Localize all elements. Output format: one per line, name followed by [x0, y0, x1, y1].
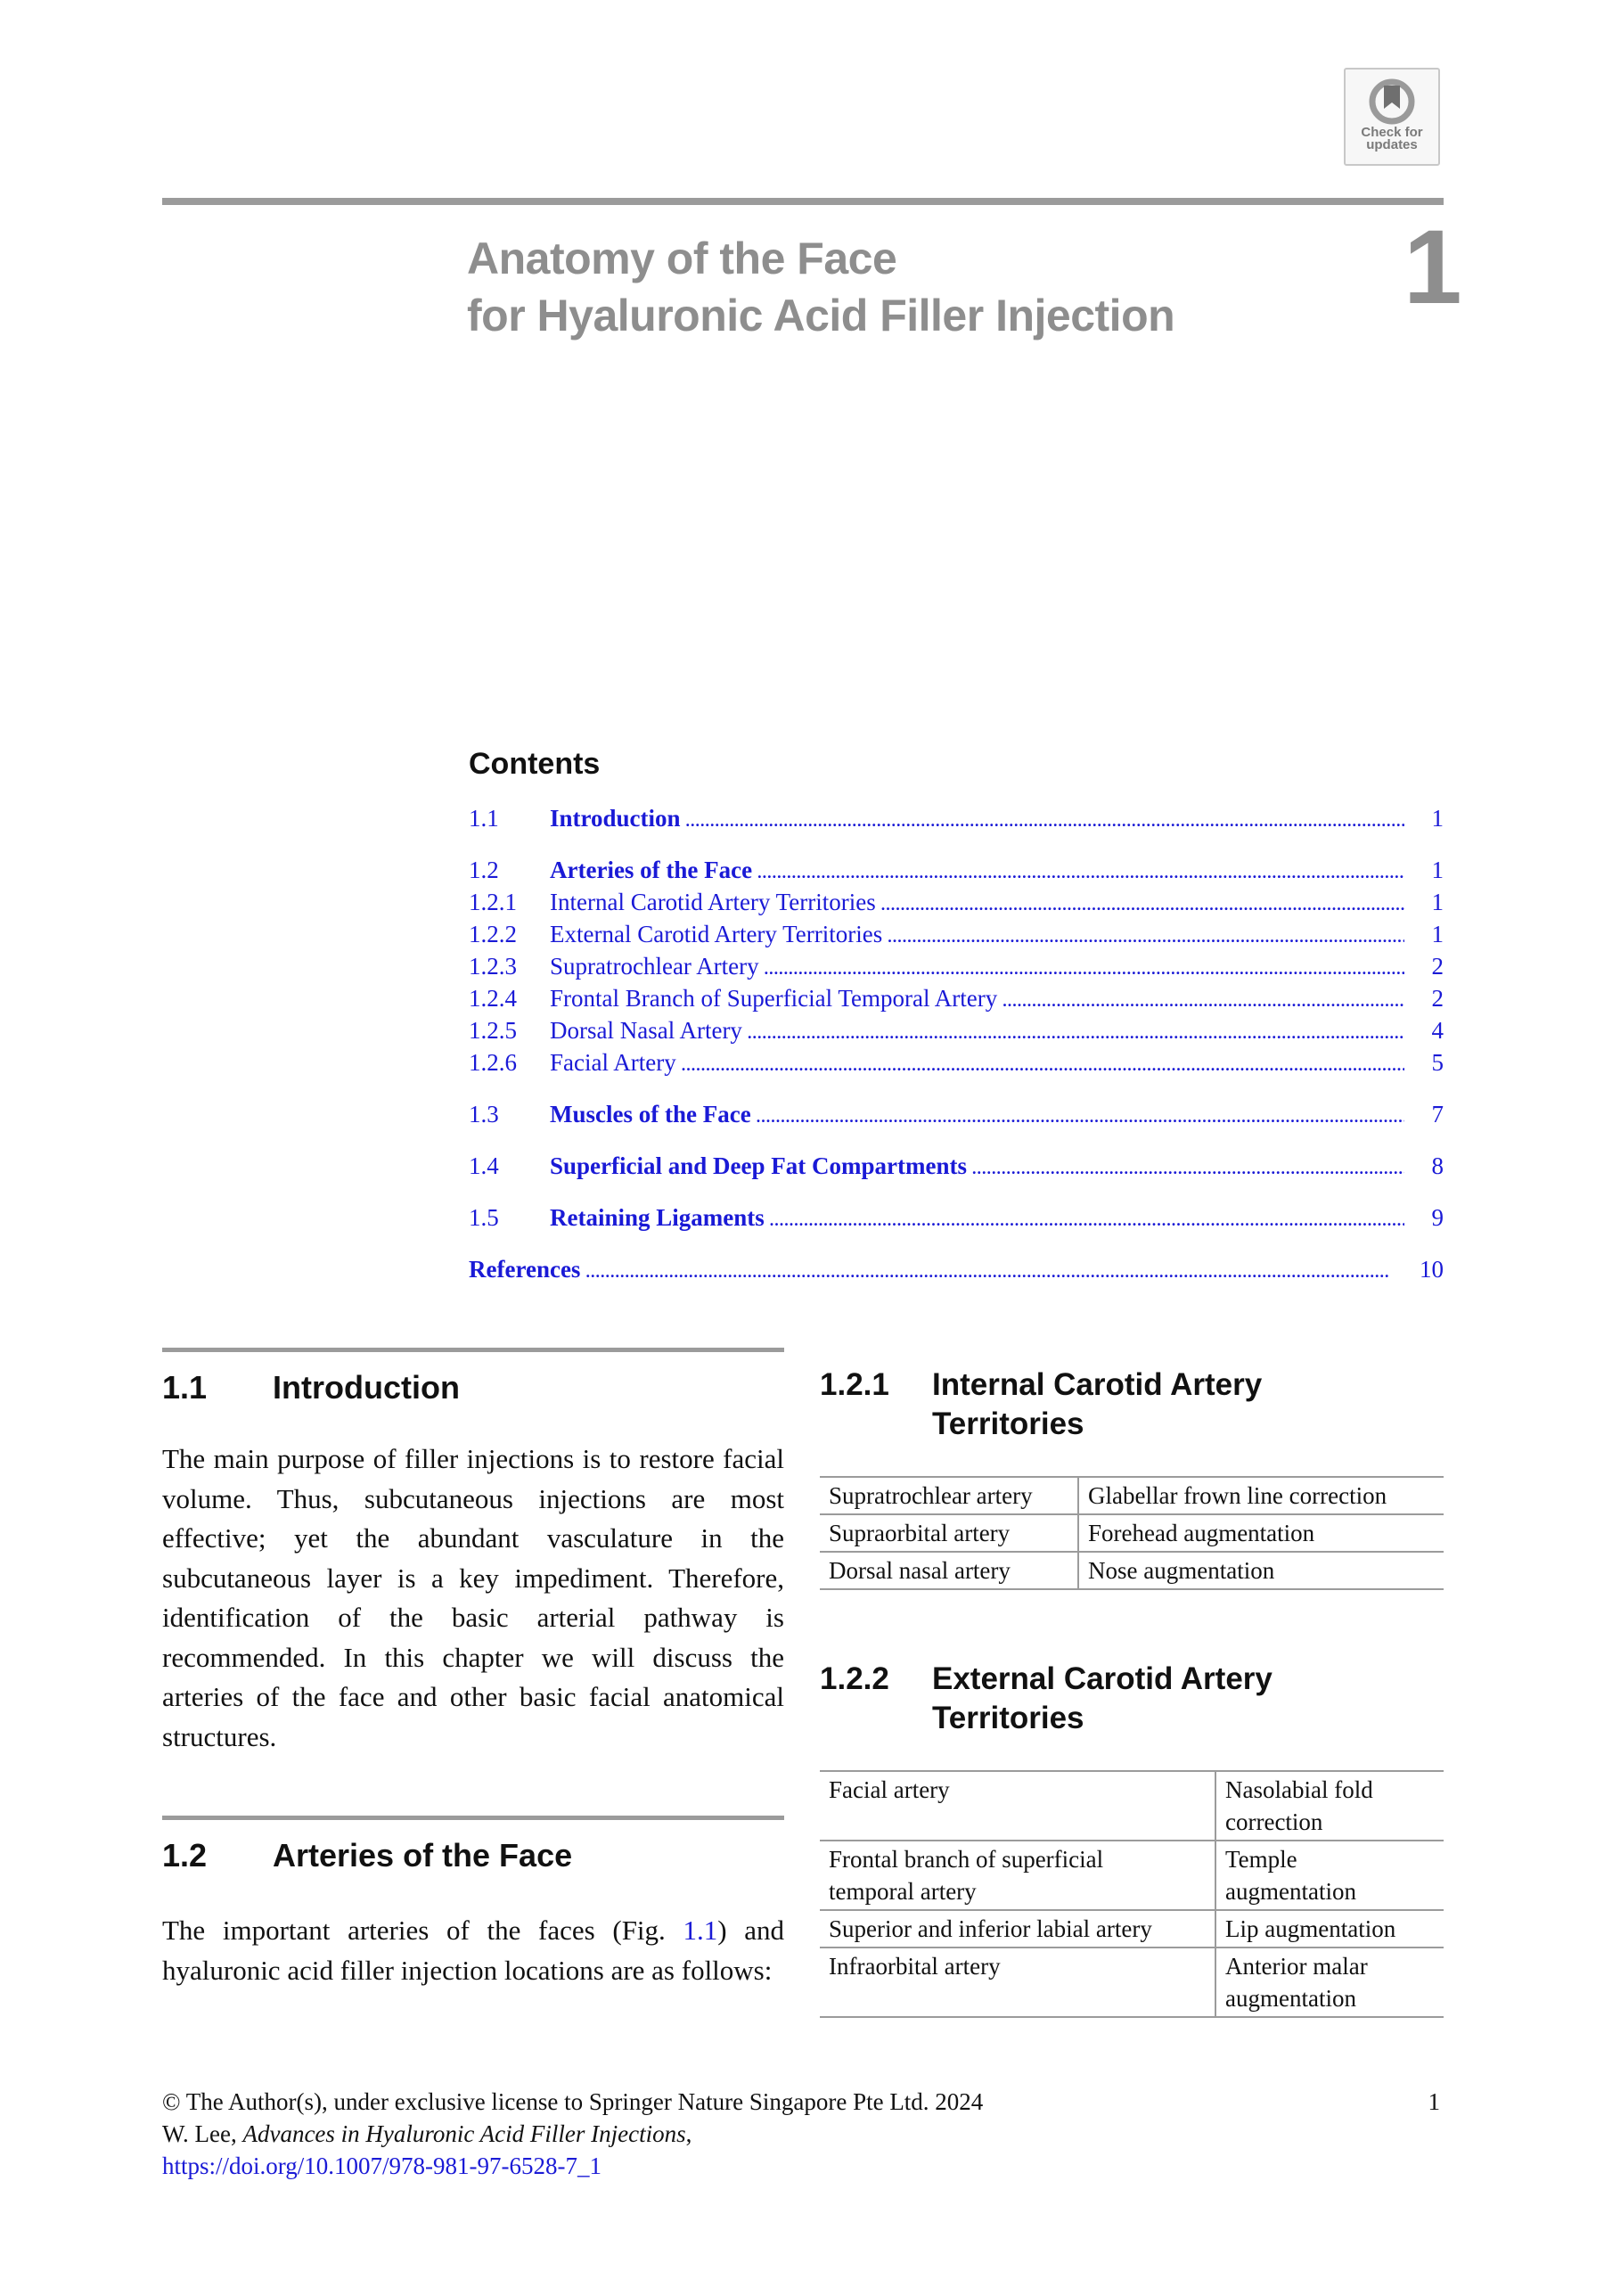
toc-title: Retaining Ligaments — [550, 1204, 765, 1231]
badge-line2: updates — [1366, 137, 1418, 152]
table-row — [820, 1771, 1444, 1841]
section-heading-introduction — [162, 1368, 784, 1407]
artery-cell: Facial artery — [820, 1771, 1215, 1841]
toc-number: 1.5 — [469, 1204, 499, 1231]
section-title: Arteries of the Face — [273, 1837, 573, 1874]
table-row — [820, 1910, 1444, 1948]
intro-paragraph: The main purpose of filler injections is to restore facial volume. Thus, subcutaneous injections are most effective; yet the abundant vasculature in the subcutaneous layer is a key impediment. Therefore, identification of the basic arterial pathway is recommended. In this chapter we will discuss the arteries of the face and other basic facial anatomical structures. — [162, 1443, 784, 1752]
toc-title: Supratrochlear Artery — [550, 953, 759, 980]
subsection-title — [932, 1365, 1262, 1444]
toc-title: Arteries of the Face — [550, 857, 753, 883]
arteries-paragraph — [162, 1911, 784, 1990]
arteries-text-before: The important arteries of the faces (Fig. — [162, 1915, 683, 1946]
subsection-title-line2: Territories — [932, 1701, 1084, 1735]
toc-page: 2 — [1431, 985, 1444, 1012]
toc-leader-dots — [585, 1256, 1390, 1288]
citation-line — [162, 2118, 1444, 2150]
toc-item[interactable] — [469, 950, 1444, 982]
section-rule — [162, 1816, 784, 1820]
use-cell: Lip augmentation — [1215, 1910, 1444, 1948]
citation-book-title: Advances in Hyaluronic Acid Filler Injections — [242, 2120, 686, 2147]
toc-item[interactable] — [469, 982, 1444, 1014]
use-cell: Nose augmentation — [1078, 1552, 1444, 1589]
toc-item[interactable] — [469, 1201, 1444, 1234]
subsection-title — [932, 1660, 1273, 1738]
toc-leader-dots — [748, 1017, 1404, 1049]
toc-leader-dots — [972, 1152, 1404, 1185]
toc-leader-dots — [765, 953, 1404, 985]
doi-link[interactable]: https://doi.org/10.1007/978-981-97-6528-7_1 — [162, 2152, 602, 2179]
toc-item[interactable] — [469, 802, 1444, 834]
toc-title: References — [469, 1256, 581, 1283]
toc-item[interactable] — [469, 1046, 1444, 1078]
left-column — [162, 1348, 784, 1990]
chapter-title-line1: Anatomy of the Face — [467, 234, 897, 283]
toc-leader-dots — [682, 1049, 1404, 1081]
toc-item[interactable] — [469, 1150, 1444, 1182]
toc-number: 1.2.3 — [469, 953, 517, 980]
toc-item[interactable] — [469, 918, 1444, 950]
subsection-title-line2: Territories — [932, 1406, 1084, 1441]
toc-number: 1.2.1 — [469, 889, 517, 915]
toc-leader-dots — [757, 1101, 1404, 1133]
page-footer — [162, 2086, 1444, 2182]
toc-page: 4 — [1431, 1017, 1444, 1044]
toc-number: 1.3 — [469, 1101, 499, 1128]
toc-title: Dorsal Nasal Artery — [550, 1017, 742, 1044]
toc-number: 1.2 — [469, 857, 499, 883]
table-row — [820, 1841, 1444, 1910]
use-cell: Anterior malar augmentation — [1215, 1948, 1444, 2017]
page-number: 1 — [1428, 2088, 1440, 2115]
toc-title: Muscles of the Face — [550, 1101, 751, 1128]
toc-number: 1.4 — [469, 1152, 499, 1179]
toc-title: Frontal Branch of Superficial Temporal Artery — [550, 985, 998, 1012]
artery-cell: Supraorbital artery — [820, 1514, 1078, 1552]
chapter-top-rule — [162, 198, 1444, 205]
toc-number: 1.1 — [469, 805, 499, 832]
contents-heading: Contents — [469, 747, 601, 781]
crossmark-icon — [1369, 78, 1415, 125]
arteries-text-after: ) and hyaluronic acid filler injection locations are as follows: — [162, 1915, 784, 1986]
section-number: 1.2 — [162, 1837, 208, 1874]
chapter-number: 1 — [1404, 209, 1462, 326]
section-rule — [162, 1348, 784, 1352]
subsection-number: 1.2.2 — [820, 1661, 889, 1696]
citation-author: W. Lee, — [162, 2120, 243, 2147]
toc-leader-dots — [888, 921, 1404, 953]
toc-page: 7 — [1431, 1101, 1444, 1128]
toc-title: Facial Artery — [550, 1049, 676, 1076]
subsection-heading-internal — [820, 1365, 1444, 1444]
artery-cell: Supratrochlear artery — [820, 1477, 1078, 1514]
subsection-title-line1: Internal Carotid Artery — [932, 1367, 1263, 1402]
chapter-title — [467, 230, 1174, 344]
table-row — [820, 1477, 1444, 1514]
toc-title: Superficial and Deep Fat Compartments — [550, 1152, 967, 1179]
toc-page: 1 — [1431, 889, 1444, 915]
subsection-title-line1: External Carotid Artery — [932, 1661, 1273, 1696]
toc-page: 1 — [1431, 921, 1444, 947]
table-row — [820, 1552, 1444, 1589]
artery-cell: Dorsal nasal artery — [820, 1552, 1078, 1589]
use-cell: Glabellar frown line correction — [1078, 1477, 1444, 1514]
toc-page: 1 — [1431, 805, 1444, 832]
citation-comma: , — [685, 2120, 692, 2147]
table-row — [820, 1948, 1444, 2017]
use-cell: Nasolabial fold correction — [1215, 1771, 1444, 1841]
toc-page: 5 — [1431, 1049, 1444, 1076]
toc-item[interactable] — [469, 1098, 1444, 1130]
toc-number: 1.2.4 — [469, 985, 517, 1012]
section-number: 1.1 — [162, 1369, 208, 1406]
figure-link[interactable]: 1.1 — [683, 1915, 718, 1946]
section-title: Introduction — [273, 1369, 460, 1406]
right-column — [820, 1348, 1444, 2018]
toc-leader-dots — [686, 805, 1404, 837]
use-cell: Temple augmentation — [1215, 1841, 1444, 1910]
badge-line1: Check for — [1361, 125, 1423, 140]
toc-page: 1 — [1431, 857, 1444, 883]
toc-number: 1.2.5 — [469, 1017, 517, 1044]
artery-cell: Superior and inferior labial artery — [820, 1910, 1215, 1948]
toc-title: External Carotid Artery Territories — [550, 921, 883, 947]
toc-item-references[interactable] — [469, 1253, 1444, 1285]
toc-leader-dots — [757, 857, 1404, 889]
toc-leader-dots — [881, 889, 1404, 921]
artery-cell: Infraorbital artery — [820, 1948, 1215, 2017]
artery-cell: Frontal branch of superficial temporal artery — [820, 1841, 1215, 1910]
internal-carotid-table — [820, 1476, 1444, 1590]
chapter-title-line2: for Hyaluronic Acid Filler Injection — [467, 291, 1175, 340]
toc-number: 1.2.2 — [469, 921, 517, 947]
table-row — [820, 1514, 1444, 1552]
copyright-line: © The Author(s), under exclusive license to Springer Nature Singapore Pte Ltd. 2024 — [162, 2088, 984, 2115]
subsection-number: 1.2.1 — [820, 1367, 889, 1402]
toc-page: 9 — [1431, 1204, 1444, 1231]
table-of-contents — [469, 802, 1444, 1285]
check-for-updates-badge[interactable] — [1344, 68, 1440, 166]
subsection-heading-external — [820, 1660, 1444, 1738]
toc-leader-dots — [770, 1204, 1404, 1236]
toc-title: Introduction — [550, 805, 681, 832]
use-cell: Forehead augmentation — [1078, 1514, 1444, 1552]
toc-page: 8 — [1431, 1152, 1444, 1179]
toc-item[interactable] — [469, 886, 1444, 918]
toc-leader-dots — [1002, 985, 1404, 1017]
toc-number: 1.2.6 — [469, 1049, 517, 1076]
toc-page: 10 — [1420, 1256, 1444, 1283]
section-heading-arteries — [162, 1836, 784, 1875]
toc-title: Internal Carotid Artery Territories — [550, 889, 876, 915]
toc-item[interactable] — [469, 854, 1444, 886]
toc-item[interactable] — [469, 1014, 1444, 1046]
toc-page: 2 — [1431, 953, 1444, 980]
external-carotid-table — [820, 1770, 1444, 2018]
